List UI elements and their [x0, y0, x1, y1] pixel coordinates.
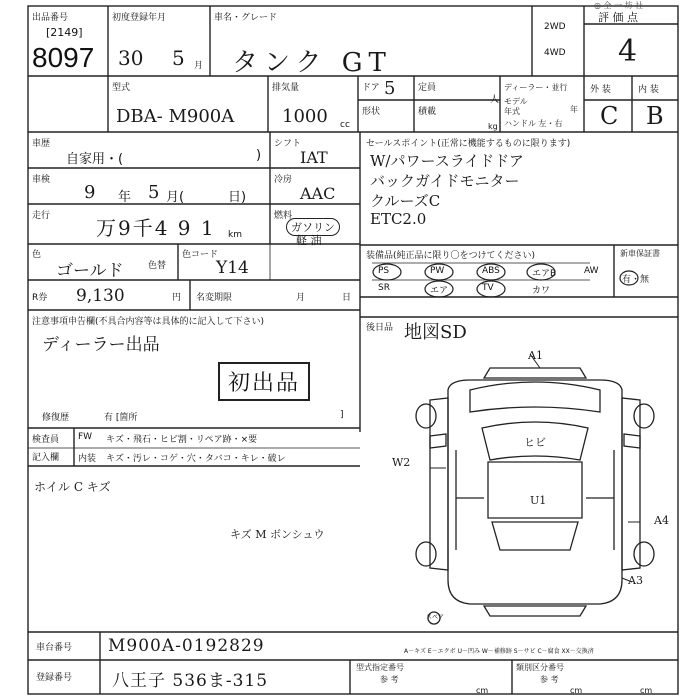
- class-label: 類別区分番号: [516, 663, 564, 672]
- history-close: ): [256, 148, 262, 163]
- sales-point-1: W/パワースライドドア: [370, 152, 524, 170]
- repair-close: ]: [340, 410, 344, 420]
- equip-sr: SR: [378, 283, 390, 293]
- color-change-label: 色替: [148, 261, 167, 271]
- model-label: 型式: [112, 83, 131, 93]
- designation-ref: 参 考: [380, 675, 399, 684]
- inspection-month-unit: 月(: [166, 190, 185, 205]
- recycle-unit: 円: [172, 293, 182, 303]
- color-value: ゴールド: [56, 261, 124, 281]
- recycle-label: R券: [32, 293, 48, 303]
- chassis-value: M900A-0192829: [108, 636, 265, 656]
- car-damage-diagram: [400, 350, 670, 630]
- repair-label: 修復歴: [42, 413, 70, 423]
- capacity-label: 定員: [418, 83, 437, 93]
- damage-legend: A－キズ E－エクボ U－凹み W－補修跡 S－サビ C－腐食 XX－交換済: [404, 648, 594, 655]
- sales-point-4: ETC2.0: [370, 210, 427, 228]
- sales-point-2: バックガイドモニター: [370, 172, 520, 190]
- equip-ps: PS: [378, 266, 390, 276]
- meigi-month: 月: [296, 293, 306, 303]
- aircon-value: AAC: [300, 184, 336, 203]
- drive-4wd: 4WD: [544, 48, 566, 58]
- equip-air: エア: [430, 286, 449, 296]
- cm-unit-2: cm: [570, 686, 583, 695]
- equip-pw: PW: [430, 266, 445, 276]
- doors-value: 5: [384, 78, 396, 99]
- mark-a1: A1: [528, 349, 543, 362]
- shape-label: 形状: [362, 107, 381, 117]
- inspector-interior-text: キズ・汚レ・コゲ・穴・タバコ・キレ・破レ: [106, 454, 286, 464]
- designation-label: 型式指定番号: [356, 663, 404, 672]
- spare-label: スペア: [426, 614, 445, 621]
- doors-label: ドア: [362, 83, 380, 93]
- car-name-label: 車名・グレード: [214, 13, 278, 23]
- meigi-day: 日: [342, 293, 352, 303]
- recycle-value: 9,130: [76, 286, 125, 306]
- capacity-unit: 人: [490, 95, 500, 105]
- mark-a4: A4: [654, 514, 669, 527]
- exterior-label: 外 装: [590, 85, 611, 95]
- repair-value: 有 [箇所: [104, 413, 138, 423]
- displacement-unit: cc: [340, 120, 350, 130]
- aircon-label: 冷房: [274, 175, 293, 185]
- interior-grade: B: [646, 102, 664, 130]
- plate-label: 登録番号: [36, 673, 73, 683]
- equip-airbag: エアB: [532, 269, 557, 279]
- inspection-year-unit: 年: [118, 190, 132, 205]
- inspector-interior-label: 内装: [78, 454, 97, 464]
- equip-abs: ABS: [482, 266, 500, 276]
- exterior-grade: C: [600, 102, 619, 130]
- grade-value: 4: [618, 34, 638, 69]
- lot-number: 8097: [32, 42, 95, 73]
- car-name: タンク GT: [232, 48, 392, 78]
- handle-label: ハンドル 左・右: [504, 119, 563, 128]
- mark-u1: U1: [530, 494, 547, 507]
- equip-tv: TV: [482, 283, 494, 293]
- sales-points-label: セールスポイント(正常に機能するものに限ります): [366, 139, 571, 149]
- equip-leather: カワ: [532, 286, 551, 296]
- warranty-options: 有・無: [622, 275, 650, 285]
- year-unit: 年: [570, 105, 578, 114]
- dealer-label: ディーラー・並行: [504, 83, 568, 92]
- inspection-label: 車検: [32, 175, 51, 185]
- chassis-label: 車台番号: [36, 643, 73, 653]
- remark-2: キズ M ボンシュウ: [230, 528, 325, 541]
- notes-label: 注意事項申告欄(不具合内容等は具体的に記入して下さい): [32, 317, 265, 327]
- shift-value: IAT: [300, 148, 328, 167]
- equipment-label: 装備品(純正品に限り〇をつけてください): [366, 251, 536, 261]
- after-label: 後日品: [366, 323, 394, 333]
- equipment-circles: [360, 258, 678, 298]
- color-code-label: 色コード: [182, 250, 219, 260]
- history-label: 車歴: [32, 139, 51, 149]
- inspector-label-2: 記入欄: [32, 453, 60, 463]
- lot-label: 出品番号: [32, 13, 69, 23]
- fuel-gasoline: ガソリン: [286, 218, 340, 236]
- fw-label: FW: [78, 432, 93, 442]
- model-value: DBA- M900A: [116, 106, 235, 127]
- reg-month-unit: 月: [194, 61, 204, 71]
- shift-label: シフト: [274, 139, 302, 149]
- cm-unit-3: cm: [640, 686, 653, 695]
- fuel-light-oil: 軽 油: [296, 234, 322, 247]
- mileage-label: 走行: [32, 211, 51, 221]
- equip-aw: AW: [584, 266, 599, 276]
- fw-text: キズ・飛石・ヒビ割・リペア跡・×要: [106, 435, 258, 445]
- reg-label: 初度登録年月: [112, 13, 167, 23]
- model-year-label: モデル: [504, 97, 528, 106]
- mark-crack: ヒビ: [524, 436, 546, 449]
- interior-label: 内 装: [638, 85, 659, 95]
- color-label: 色: [32, 250, 42, 260]
- load-label: 積載: [418, 107, 437, 117]
- after-value: 地図SD: [404, 322, 467, 343]
- sales-point-3: クルーズC: [370, 192, 441, 210]
- plate-value: 八王子 536ま-315: [112, 671, 269, 691]
- mileage-value: 万9千4 9 1: [96, 216, 216, 240]
- remark-1: ホイル C キズ: [34, 480, 111, 494]
- history-value: 自家用・(: [66, 152, 124, 167]
- warranty-label: 新車保証書: [620, 249, 660, 258]
- inspection-month: 5: [148, 182, 160, 203]
- class-ref: 参 考: [540, 675, 559, 684]
- meigi-label: 名変期限: [196, 293, 233, 303]
- lot-code: [2149]: [46, 26, 83, 39]
- inspection-year: 9: [84, 182, 96, 203]
- mark-w2: W2: [392, 456, 411, 469]
- notes-text: ディーラー出品: [42, 335, 160, 355]
- drive-2wd: 2WD: [544, 22, 566, 32]
- load-unit: kg: [488, 122, 498, 131]
- grade-label: 評 価 点: [598, 11, 638, 24]
- first-listing-stamp: 初出品: [218, 362, 310, 401]
- displacement-label: 排気量: [272, 83, 300, 93]
- reg-year: 30: [118, 46, 144, 70]
- mark-a3: A3: [628, 574, 643, 587]
- displacement-value: 1000: [282, 106, 328, 127]
- model-year-sub: 年式: [504, 107, 520, 116]
- reg-month: 5: [172, 46, 185, 70]
- inspector-label-1: 検査員: [32, 435, 60, 445]
- mileage-unit: km: [228, 230, 242, 240]
- color-code-value: Y14: [216, 258, 249, 278]
- cm-unit-1: cm: [476, 686, 489, 695]
- top-right-text: ◎ 全 一 坊 社: [594, 1, 644, 10]
- inspection-day-unit: 日): [228, 190, 247, 205]
- fuel-label: 燃料: [274, 211, 293, 221]
